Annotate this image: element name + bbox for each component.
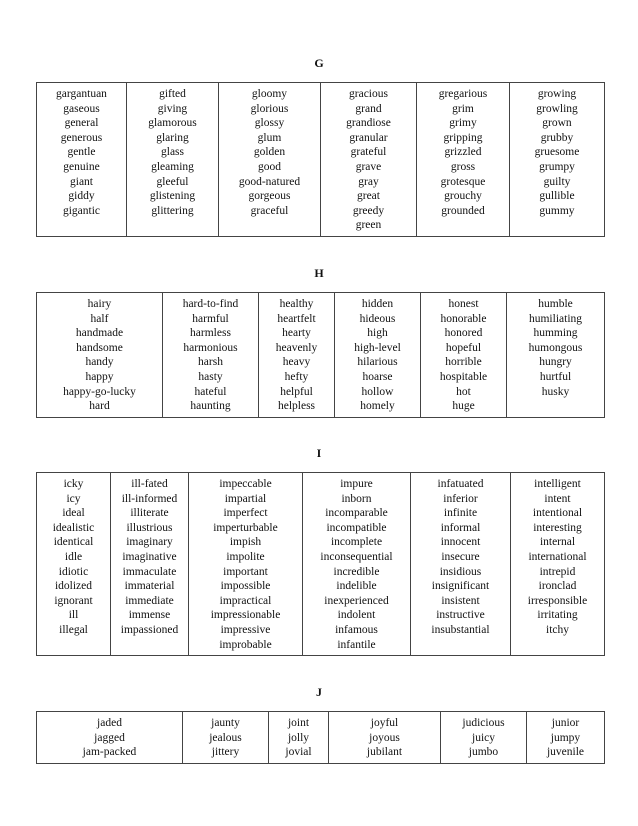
word-item: incomparable xyxy=(325,507,388,520)
word-item: instructive xyxy=(436,609,485,622)
word-item: inferior xyxy=(443,492,478,505)
word-item: irritating xyxy=(537,609,578,622)
word-item: grandiose xyxy=(346,117,391,130)
word-item: impure xyxy=(340,478,373,490)
word-item: growing xyxy=(537,88,577,100)
word-item: joyous xyxy=(369,731,400,744)
word-item: impossible xyxy=(220,580,271,593)
word-item: hopeful xyxy=(445,341,482,354)
word-column xyxy=(417,83,510,237)
word-item: insignificant xyxy=(431,580,490,593)
word-item: grim xyxy=(452,102,474,115)
word-item: husky xyxy=(541,385,570,398)
word-item: grubby xyxy=(540,131,574,144)
word-column xyxy=(37,712,183,764)
word-item: good-natured xyxy=(238,175,301,188)
word-item: gargantuan xyxy=(56,88,107,100)
word-item: insubstantial xyxy=(431,623,490,636)
word-item: joyful xyxy=(370,717,399,729)
word-item: grand xyxy=(355,102,382,115)
word-item: intent xyxy=(544,492,571,505)
word-item: gross xyxy=(450,160,476,173)
word-item: helpful xyxy=(280,385,313,398)
word-column xyxy=(111,473,189,656)
word-item: irresponsible xyxy=(527,594,588,607)
word-column xyxy=(321,83,417,237)
word-item: honest xyxy=(448,298,479,310)
word-item: gregarious xyxy=(438,88,488,100)
word-item: glorious xyxy=(250,102,289,115)
word-column xyxy=(189,473,303,656)
word-item: great xyxy=(357,190,380,203)
word-item: interesting xyxy=(533,521,582,534)
word-item: imaginary xyxy=(126,536,173,549)
word-item: ideal xyxy=(62,507,85,520)
word-column xyxy=(37,83,127,237)
word-item: infatuated xyxy=(437,478,484,490)
word-item: gentle xyxy=(67,146,96,159)
word-item: grouchy xyxy=(444,190,482,203)
word-column xyxy=(219,83,321,237)
word-item: impractical xyxy=(219,594,272,607)
word-item: grave xyxy=(355,160,382,173)
word-item: gloomy xyxy=(251,88,288,100)
word-item: impish xyxy=(229,536,262,549)
word-item: hidden xyxy=(361,298,394,310)
word-item: harmonious xyxy=(183,341,238,354)
word-item: jubilant xyxy=(366,746,403,759)
word-item: juvenile xyxy=(546,746,585,759)
word-item: glossy xyxy=(254,117,285,130)
word-item: high xyxy=(367,327,388,340)
word-item: giddy xyxy=(68,190,95,203)
word-item: hollow xyxy=(361,385,394,398)
word-item: immense xyxy=(128,609,171,622)
word-item: harmful xyxy=(192,312,229,325)
word-item: helpless xyxy=(277,400,316,413)
word-item: juicy xyxy=(472,731,495,744)
word-item: granular xyxy=(349,131,388,144)
word-column xyxy=(269,712,329,764)
word-item: hot xyxy=(456,385,471,398)
word-column xyxy=(183,712,269,764)
word-item: hateful xyxy=(194,385,227,398)
word-item: high-level xyxy=(354,341,401,354)
word-item: indelible xyxy=(336,580,377,593)
word-column xyxy=(411,473,511,656)
word-item: grown xyxy=(542,117,572,130)
word-item: heavenly xyxy=(275,341,318,354)
word-column xyxy=(507,293,605,418)
word-item: ignorant xyxy=(54,594,93,607)
word-item: hearty xyxy=(282,327,311,340)
word-item: indolent xyxy=(337,609,376,622)
word-item: ill-informed xyxy=(121,492,178,505)
word-item: jumpy xyxy=(550,731,581,744)
word-item: gracious xyxy=(349,88,388,100)
word-item: jolly xyxy=(287,731,310,744)
word-item: jam-packed xyxy=(82,746,137,759)
word-item: half xyxy=(90,312,109,325)
word-column xyxy=(527,712,605,764)
word-item: grimy xyxy=(449,117,477,130)
word-column xyxy=(421,293,507,418)
word-item: humming xyxy=(533,327,578,340)
word-item: imaginative xyxy=(122,550,177,563)
word-item: infamous xyxy=(335,623,378,636)
word-item: incredible xyxy=(333,565,380,578)
word-item: intelligent xyxy=(534,478,581,490)
word-table-h xyxy=(36,292,605,418)
word-item: insecure xyxy=(441,550,480,563)
word-item: handmade xyxy=(75,327,124,340)
word-item: impassioned xyxy=(120,623,179,636)
word-item: illiterate xyxy=(130,507,169,520)
word-item: idolized xyxy=(54,580,93,593)
word-item: guilty xyxy=(543,175,571,188)
word-item: handy xyxy=(85,356,114,369)
word-item: imperfect xyxy=(223,507,268,520)
word-item: inconsequential xyxy=(320,550,393,563)
word-item: icky xyxy=(63,478,84,490)
word-item: incompatible xyxy=(326,521,387,534)
word-item: happy-go-lucky xyxy=(63,385,136,398)
word-item: impressionable xyxy=(210,609,281,622)
word-item: improbable xyxy=(219,638,272,651)
word-item: humongous xyxy=(528,341,583,354)
word-item: hefty xyxy=(284,370,309,383)
word-item: gruesome xyxy=(534,146,580,159)
word-column xyxy=(329,712,441,764)
word-item: gleeful xyxy=(156,175,189,188)
word-item: greedy xyxy=(352,204,385,217)
word-item: joint xyxy=(287,717,310,729)
word-item: hideous xyxy=(359,312,396,325)
table-row xyxy=(37,473,605,656)
word-item: hard-to-find xyxy=(182,298,239,310)
word-item: jovial xyxy=(285,746,312,759)
word-table-j xyxy=(36,711,605,764)
word-item: idealistic xyxy=(52,521,95,534)
word-item: international xyxy=(528,550,587,563)
word-column xyxy=(303,473,411,656)
word-item: inexperienced xyxy=(324,594,389,607)
word-item: gifted xyxy=(159,88,186,100)
word-item: impolite xyxy=(226,550,265,563)
word-item: gummy xyxy=(539,204,575,217)
word-item: immediate xyxy=(125,594,174,607)
word-item: hard xyxy=(89,400,110,413)
word-item: horrible xyxy=(445,356,482,369)
word-item: gleaming xyxy=(151,160,194,173)
word-item: illustrious xyxy=(126,521,173,534)
word-item: good xyxy=(258,160,281,173)
word-item: general xyxy=(64,117,99,130)
word-column xyxy=(511,473,605,656)
word-item: intentional xyxy=(532,507,583,520)
word-item: giant xyxy=(70,175,93,188)
word-item: imperturbable xyxy=(213,521,278,534)
word-item: hungry xyxy=(539,356,572,369)
word-item: grounded xyxy=(441,204,485,217)
word-column xyxy=(163,293,259,418)
word-item: insistent xyxy=(441,594,480,607)
word-item: homely xyxy=(360,400,395,413)
word-item: infantile xyxy=(337,638,376,651)
word-item: green xyxy=(355,219,382,232)
word-item: jittery xyxy=(211,746,240,759)
word-item: heavy xyxy=(282,356,311,369)
word-item: handsome xyxy=(76,341,123,354)
section-heading-g: G xyxy=(314,56,324,70)
word-item: innocent xyxy=(440,536,481,549)
word-item: jaunty xyxy=(211,717,240,729)
word-column xyxy=(37,293,163,418)
word-item: informal xyxy=(440,521,481,534)
word-column xyxy=(441,712,527,764)
word-item: gorgeous xyxy=(248,190,291,203)
word-item: huge xyxy=(452,400,475,413)
word-item: glamorous xyxy=(148,117,197,130)
word-item: gray xyxy=(358,175,379,188)
word-item: growling xyxy=(536,102,578,115)
section-heading-i: I xyxy=(316,446,322,460)
table-row xyxy=(37,293,605,418)
word-item: jealous xyxy=(209,731,242,744)
word-item: immaculate xyxy=(122,565,177,578)
word-item: harmless xyxy=(190,327,231,340)
word-item: healthy xyxy=(279,298,314,310)
word-table-g xyxy=(36,82,605,237)
word-item: glistening xyxy=(149,190,196,203)
word-item: generous xyxy=(60,131,103,144)
word-item: honorable xyxy=(440,312,487,325)
word-item: junior xyxy=(551,717,580,729)
word-item: honored xyxy=(444,327,483,340)
word-item: hilarious xyxy=(357,356,398,369)
word-item: grotesque xyxy=(440,175,486,188)
word-item: hurtful xyxy=(539,370,572,383)
word-item: heartfelt xyxy=(277,312,316,325)
word-item: insidious xyxy=(439,565,482,578)
word-item: glum xyxy=(257,131,282,144)
word-item: glass xyxy=(161,146,184,159)
word-item: glaring xyxy=(156,131,189,144)
word-item: golden xyxy=(253,146,286,159)
word-item: illegal xyxy=(59,623,88,636)
word-item: ironclad xyxy=(538,580,577,593)
word-item: jagged xyxy=(94,731,125,744)
word-item: grateful xyxy=(350,146,387,159)
word-item: gaseous xyxy=(63,102,100,115)
word-item: impartial xyxy=(224,492,267,505)
section-heading-h: H xyxy=(314,266,324,280)
word-item: hoarse xyxy=(362,370,393,383)
word-item: gigantic xyxy=(62,204,101,217)
table-row xyxy=(37,83,605,237)
word-item: internal xyxy=(539,536,576,549)
word-item: infinite xyxy=(443,507,478,520)
word-item: hairy xyxy=(87,298,112,310)
word-item: identical xyxy=(53,536,94,549)
word-item: jaded xyxy=(97,717,122,729)
section-heading-j: J xyxy=(316,685,322,699)
word-item: gripping xyxy=(443,131,483,144)
word-item: idle xyxy=(64,550,83,563)
word-item: hasty xyxy=(198,370,223,383)
table-row xyxy=(37,712,605,764)
word-column xyxy=(259,293,335,418)
word-item: graceful xyxy=(250,204,289,217)
word-item: intrepid xyxy=(539,565,576,578)
word-item: inborn xyxy=(341,492,372,505)
word-item: itchy xyxy=(546,623,569,636)
word-item: giving xyxy=(157,102,188,115)
word-column xyxy=(335,293,421,418)
word-item: gullible xyxy=(539,190,575,203)
word-item: glittering xyxy=(151,204,194,217)
word-item: icy xyxy=(66,492,81,505)
word-item: grumpy xyxy=(539,160,575,173)
word-table-i xyxy=(36,472,605,656)
word-item: harsh xyxy=(198,356,223,369)
word-item: humble xyxy=(538,298,573,310)
word-item: jumbo xyxy=(468,746,499,759)
word-item: humiliating xyxy=(528,312,583,325)
word-column xyxy=(127,83,219,237)
word-item: judicious xyxy=(462,717,505,729)
word-item: impressive xyxy=(220,623,271,636)
word-item: hospitable xyxy=(439,370,488,383)
word-column xyxy=(37,473,111,656)
word-item: ill xyxy=(68,609,79,622)
word-item: idiotic xyxy=(58,565,89,578)
word-item: important xyxy=(223,565,268,578)
word-item: grizzled xyxy=(444,146,482,159)
word-item: genuine xyxy=(63,160,100,173)
word-item: ill-fated xyxy=(131,478,168,490)
word-item: immaterial xyxy=(124,580,175,593)
word-column xyxy=(510,83,605,237)
word-item: haunting xyxy=(190,400,231,413)
word-item: incomplete xyxy=(330,536,383,549)
word-item: impeccable xyxy=(219,478,272,490)
word-item: happy xyxy=(85,370,114,383)
